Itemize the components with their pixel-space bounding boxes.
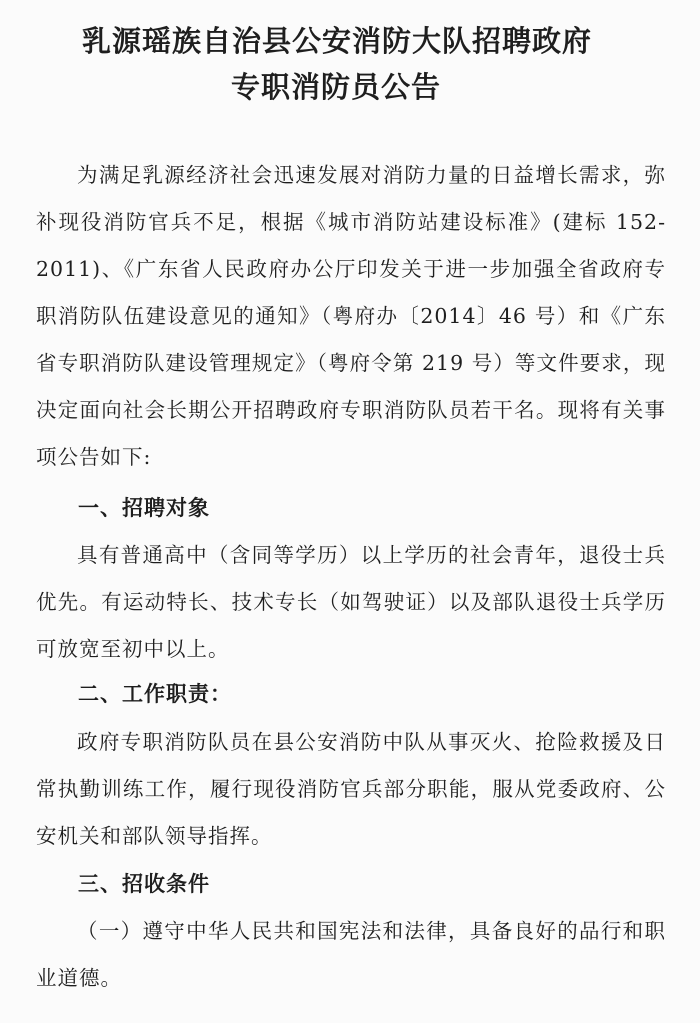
section-heading-requirements: 三、招收条件 <box>78 872 210 896</box>
section-heading-job-duties: 二、工作职责： <box>78 682 232 706</box>
title-line-1: 乳源瑶族自治县公安消防大队招聘政府 <box>82 24 593 58</box>
requirement-item-1: （一）遵守中华人民共和国宪法和法律，具备良好的品行和职业道德。 <box>36 919 666 990</box>
section-heading-recruitment-target: 一、招聘对象 <box>78 496 210 520</box>
section-text-recruitment-target: 具有普通高中（含同等学历）以上学历的社会青年，退役士兵优先。有运动特长、技术专长（如驾驶证）以及部队退役士兵学历可放宽至初中以上。 <box>36 543 666 661</box>
intro-paragraph: 为满足乳源经济社会迅速发展对消防力量的日益增长需求，弥补现役消防官兵不足，根据《城市消防站建设标准》(建标 152-2011)、《广东省人民政府办公厅印发关于进一步加强全省政府专职消防队伍建设意见的通知》（粤府办〔2014〕46 号）和《广东省专职消防队建设管理规定》（粤府令第 219 号）等文件要求，现决定面向社会长期公开招聘政府专职消防队员若干名。现将有关事项公告如下: <box>36 163 666 469</box>
document-title <box>0 18 700 110</box>
section-text-job-duties: 政府专职消防队员在县公安消防中队从事灭火、抢险救援及日常执勤训练工作，履行现役消防官兵部分职能，服从党委政府、公安机关和部队领导指挥。 <box>36 730 666 848</box>
title-line-2: 专职消防员公告 <box>231 70 442 104</box>
